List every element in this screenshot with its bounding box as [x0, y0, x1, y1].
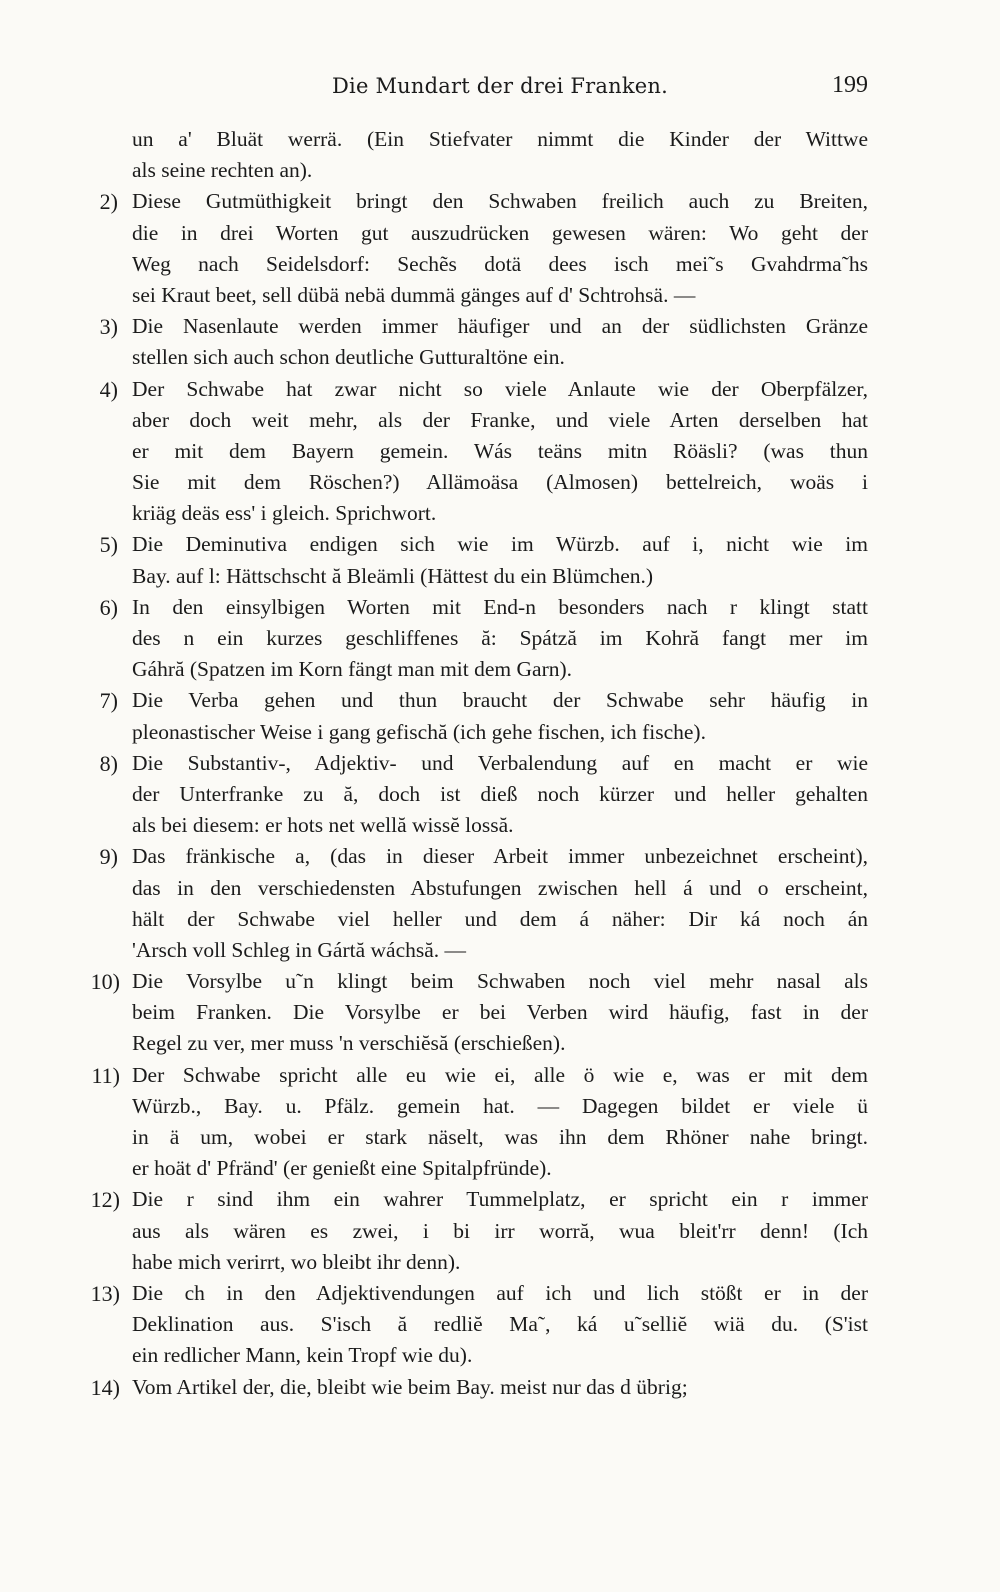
- text-line: Bay. auf l: Hättschscht ă Bleämli (Hättest du ein Blümchen.): [132, 563, 654, 588]
- text-line: er hoät d' Pfränd' (er genießt eine Spitalpfründe).: [132, 1156, 552, 1181]
- paragraph: [90, 1372, 868, 1403]
- paragraph: [99, 748, 868, 842]
- body-text: [90, 124, 868, 1403]
- text-line: in ä um, wobei er stark näselt, was ihn dem Rhöner nahe bringt.: [132, 1125, 868, 1149]
- text-line: un a' Bluät werrä. (Ein Stiefvater nimmt die Kinder der Wittwe: [132, 127, 868, 151]
- paragraph-number: 11): [91, 1062, 120, 1088]
- text-line: als seine rechten an).: [132, 158, 313, 183]
- paragraph-number: 10): [90, 969, 120, 995]
- paragraph-number: 4): [99, 376, 118, 402]
- text-line: Sie mit dem Röschen?) Allämoäsa (Almosen) bettelreich, woäs i: [132, 470, 868, 495]
- text-line: Die Vorsylbe u˜n klingt beim Schwaben noch viel mehr nasal als: [132, 969, 868, 994]
- text-line: Gáhră (Spatzen im Korn fängt man mit dem Garn).: [132, 657, 573, 682]
- text-line: Der Schwabe spricht alle eu wie ei, alle ö wie e, was er mit dem: [132, 1062, 868, 1087]
- text-line: Die Verba gehen und thun braucht der Schwabe sehr häufig in: [132, 688, 868, 713]
- paragraph-number: 14): [90, 1374, 120, 1400]
- paragraph: [132, 124, 868, 186]
- paragraph-number: 6): [99, 594, 118, 620]
- text-line: der Unterfranke zu ă, doch ist dieß noch kürzer und heller gehalten: [132, 781, 868, 806]
- text-line: die in drei Worten gut auszudrücken gewesen wären: Wo geht der: [132, 220, 868, 245]
- text-line: als bei diesem: er hots net wellă wissĕ lossă.: [132, 813, 514, 838]
- text-line: Diese Gutmüthigkeit bringt den Schwaben freilich auch zu Breiten,: [132, 189, 868, 214]
- text-line: Die Deminutiva endigen sich wie im Würzb. auf i, nicht wie im: [132, 532, 868, 557]
- text-line: er mit dem Bayern gemein. Wás teäns mitn Röäsli? (was thun: [132, 438, 868, 463]
- text-line: Vom Artikel der, die, bleibt wie beim Bay. meist nur das d übrig;: [132, 1374, 688, 1399]
- text-line: ein redlicher Mann, kein Tropf wie du).: [132, 1343, 473, 1368]
- page-header: [132, 68, 868, 108]
- paragraph: [91, 1060, 868, 1185]
- text-line: Würzb., Bay. u. Pfälz. gemein hat. — Dagegen bildet er viele ü: [132, 1093, 868, 1118]
- text-line: sei Kraut beet, sell dübä nebä dummä gänges auf d' Schtrohsä. —: [132, 282, 696, 307]
- text-line: Das fränkische a, (das in dieser Arbeit immer unbezeichnet erscheint),: [132, 844, 868, 869]
- paragraph-number: 12): [90, 1187, 120, 1213]
- text-line: Deklination aus. S'isch ă redliĕ Ma˜, ká u˜selliĕ wiä du. (S'ist: [132, 1312, 868, 1337]
- text-line: stellen sich auch schon deutliche Gutturaltöne ein.: [132, 345, 565, 370]
- text-line: habe mich verirrt, wo bleibt ihr denn).: [132, 1249, 461, 1274]
- paragraph: [90, 1278, 868, 1372]
- text-line: hält der Schwabe viel heller und dem á näher: Dir ká noch án: [132, 906, 868, 931]
- paragraph: [90, 1184, 868, 1278]
- text-line: kriäg deäs ess' i gleich. Sprichwort.: [132, 501, 437, 526]
- paragraph: [90, 966, 868, 1060]
- text-line: aus als wären es zwei, i bi irr worră, wua bleit'rr denn! (Ich: [132, 1218, 868, 1243]
- text-line: Weg nach Seidelsdorf: Sechẽs dotä dees isch mei˜s Gvahdrma˜hs: [132, 251, 868, 276]
- paragraph: [99, 186, 868, 311]
- paragraph: [99, 592, 868, 686]
- paragraph-number: 13): [90, 1280, 120, 1306]
- paragraph: [99, 311, 868, 373]
- text-line: Der Schwabe hat zwar nicht so viele Anlaute wie der Oberpfälzer,: [132, 376, 868, 401]
- text-line: pleonastischer Weise i gang gefischă (ich gehe fischen, ich fische).: [132, 719, 706, 744]
- text-line: In den einsylbigen Worten mit End-n besonders nach r klingt statt: [132, 594, 868, 619]
- text-line: Die Substantiv-, Adjektiv- und Verbalendung auf en macht er wie: [132, 750, 868, 775]
- text-line: aber doch weit mehr, als der Franke, und viele Arten derselben hat: [132, 407, 868, 432]
- text-line: 'Arsch voll Schleg in Gártă wáchsă. —: [132, 937, 467, 962]
- text-line: das in den verschiedensten Abstufungen zwischen hell á und o erscheint,: [132, 875, 868, 900]
- running-title: Die Mundart der drei Franken.: [331, 74, 669, 98]
- paragraph: [99, 841, 868, 966]
- text-line: Die r sind ihm ein wahrer Tummelplatz, er spricht ein r immer: [132, 1187, 868, 1212]
- paragraph-number: 7): [99, 688, 118, 714]
- text-line: beim Franken. Die Vorsylbe er bei Verben wird häufig, fast in der: [132, 1000, 868, 1025]
- page-number: 199: [832, 72, 868, 98]
- paragraph-number: 3): [99, 314, 118, 340]
- text-line: Die ch in den Adjektivendungen auf ich und lich stößt er in der: [132, 1280, 868, 1305]
- paragraph: [99, 685, 868, 747]
- paragraph-number: 9): [99, 844, 118, 870]
- text-line: des n ein kurzes geschliffenes ă: Spátză im Kohră fangt mer im: [132, 626, 868, 650]
- paragraph: [99, 529, 868, 591]
- paragraph-number: 8): [99, 750, 118, 776]
- text-line: Die Nasenlaute werden immer häufiger und an der südlichsten Gränze: [132, 314, 868, 339]
- paragraph-number: 5): [99, 532, 118, 558]
- paragraph-number: 2): [99, 189, 118, 215]
- paragraph: [99, 374, 868, 530]
- text-line: Regel zu ver, mer muss 'n verschiĕsă (erschießen).: [132, 1031, 566, 1056]
